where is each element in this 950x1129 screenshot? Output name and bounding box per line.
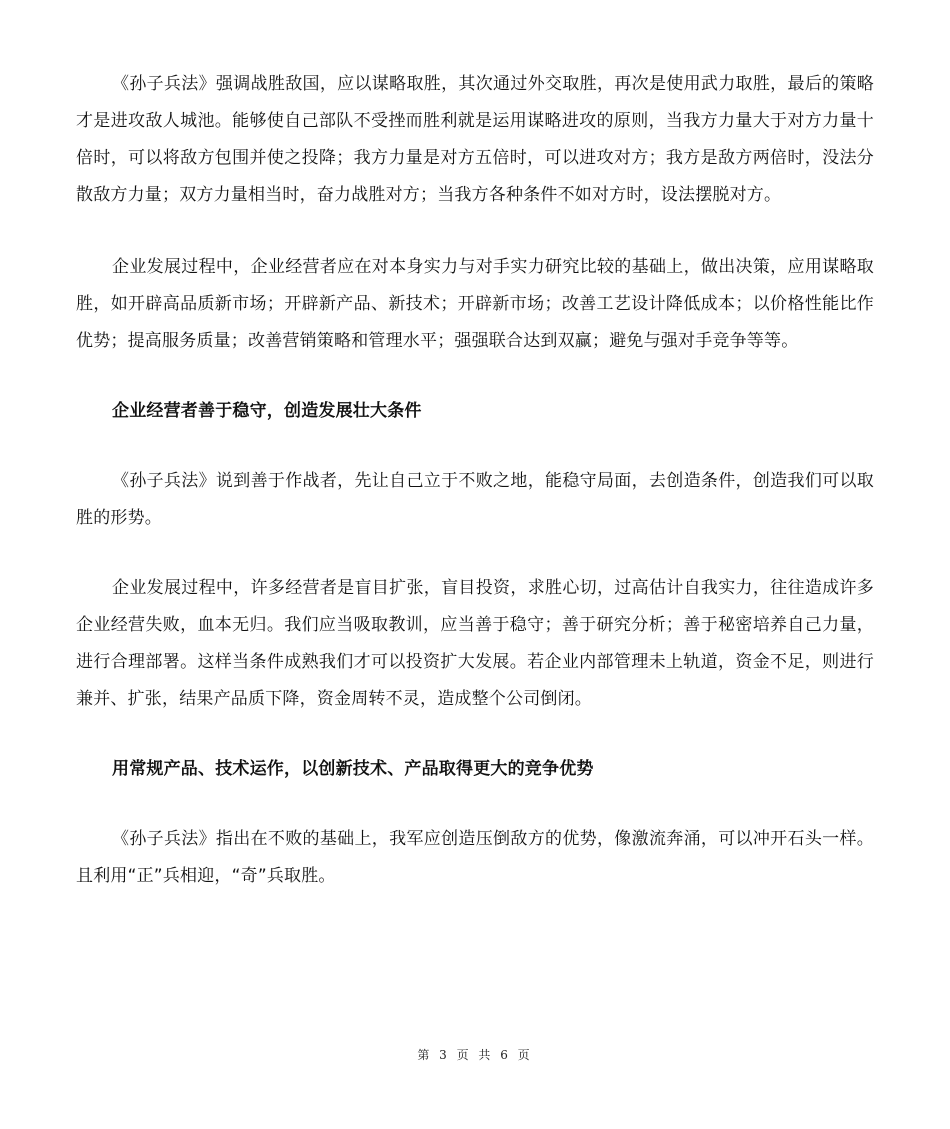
document-body: [76, 66, 874, 895]
paragraph-spacer: [76, 537, 874, 570]
paragraph-sunzi-strategy: 《孙子兵法》强调战胜敌国，应以谋略取胜，其次通过外交取胜，再次是使用武力取胜，最后的策略才是进攻敌人城池。能够使自己部队不受挫而胜利就是运用谋略进攻的原则，当我方力量大于对方力量十倍时，可以将敌方包围并使之投降；我方力量是对方五倍时，可以进攻对方；我方是敌方两倍时，没法分散敌方力量；双方力量相当时，奋力战胜对方；当我方各种条件不如对方时，设法摆脱对方。: [76, 74, 874, 205]
paragraph-spacer: [76, 718, 874, 751]
paragraph-spacer: [76, 214, 874, 249]
paragraph-enterprise-expansion: 企业发展过程中，许多经营者是盲目扩张，盲目投资，求胜心切，过高估计自我实力，往往造成许多企业经营失败，血本无归。我们应当吸取教训，应当善于稳守；善于研究分析；善于秘密培养自己力量，进行合理部署。这样当条件成熟我们才可以投资扩大发展。若企业内部管理未上轨道，资金不足，则进行兼并、扩张，结果产品质下降，资金周转不灵，造成整个公司倒闭。: [76, 578, 874, 709]
paragraph-spacer: [76, 360, 874, 393]
paragraph-enterprise-strategy: 企业发展过程中，企业经营者应在对本身实力与对手实力研究比较的基础上，做出决策，应用谋略取胜，如开辟高品质新市场；开辟新产品、新技术；开辟新市场；改善工艺设计降低成本；以价格性能比作优势；提高服务质量；改善营销策略和管理水平；强强联合达到双赢；避免与强对手竞争等等。: [76, 257, 874, 351]
section-heading-innovation: 用常规产品、技术运作，以创新技术、产品取得更大的竞争优势: [112, 759, 594, 779]
page-number-footer: 第 3 页 共 6 页: [417, 1048, 533, 1062]
paragraph-sunzi-advantage: 《孙子兵法》指出在不败的基础上，我军应创造压倒敌方的优势，像激流奔涌，可以冲开石头一样。且利用“正”兵相迎，“奇”兵取胜。: [76, 829, 874, 886]
paragraph-spacer: [76, 788, 874, 821]
paragraph-sunzi-undefeated: 《孙子兵法》说到善于作战者，先让自己立于不败之地，能稳守局面，去创造条件，创造我们可以取胜的形势。: [76, 471, 874, 528]
section-heading-steady-defense: 企业经营者善于稳守，创造发展壮大条件: [112, 401, 422, 421]
paragraph-spacer: [76, 430, 874, 463]
